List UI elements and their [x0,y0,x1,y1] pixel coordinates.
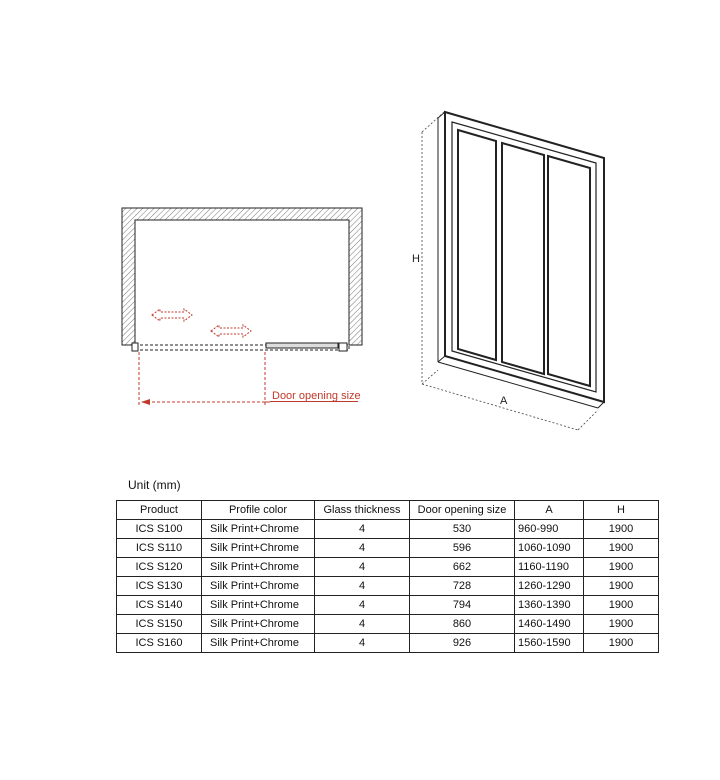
table-row [117,615,659,634]
cell-glass-thickness: 4 [315,615,410,634]
unit-label: Unit (mm) [128,478,181,492]
cell-profile-color: Silk Print+Chrome [202,634,315,653]
cell-product: ICS S130 [117,577,202,596]
table-row [117,558,659,577]
cell-glass-thickness: 4 [315,558,410,577]
cell-h: 1900 [584,558,659,577]
table-row [117,577,659,596]
cell-door-opening-size: 662 [410,558,515,577]
cell-door-opening-size: 860 [410,615,515,634]
cell-glass-thickness: 4 [315,577,410,596]
frame-depth [598,402,604,408]
header-a: A [515,501,584,520]
cell-a: 1160-1190 [515,558,584,577]
table-row [117,520,659,539]
cell-a: 1360-1390 [515,596,584,615]
cell-h: 1900 [584,634,659,653]
cell-a: 1560-1590 [515,634,584,653]
cell-a: 1460-1490 [515,615,584,634]
cell-product: ICS S110 [117,539,202,558]
door-panel [458,130,496,360]
cell-profile-color: Silk Print+Chrome [202,558,315,577]
door-panel [548,156,590,386]
cell-door-opening-size: 596 [410,539,515,558]
cell-product: ICS S140 [117,596,202,615]
cell-h: 1900 [584,615,659,634]
height-dimension [422,112,444,384]
cell-door-opening-size: 926 [410,634,515,653]
header-product: Product [117,501,202,520]
cell-glass-thickness: 4 [315,539,410,558]
cell-profile-color: Silk Print+Chrome [202,520,315,539]
frame-depth [438,112,445,118]
door-panel [502,143,544,374]
header-door-opening-size: Door opening size [410,501,515,520]
cell-product: ICS S160 [117,634,202,653]
cell-a: 960-990 [515,520,584,539]
cell-h: 1900 [584,577,659,596]
cell-glass-thickness: 4 [315,634,410,653]
cell-product: ICS S120 [117,558,202,577]
table-header-row [117,501,659,520]
cell-profile-color: Silk Print+Chrome [202,539,315,558]
table-row [117,539,659,558]
spec-table [116,500,659,653]
cell-door-opening-size: 530 [410,520,515,539]
cell-h: 1900 [584,520,659,539]
cell-product: ICS S150 [117,615,202,634]
width-label: A [500,395,508,407]
header-glass-thickness: Glass thickness [315,501,410,520]
cell-h: 1900 [584,539,659,558]
cell-profile-color: Silk Print+Chrome [202,596,315,615]
cell-profile-color: Silk Print+Chrome [202,577,315,596]
door-opening-label: Door opening size [272,390,361,402]
cell-glass-thickness: 4 [315,596,410,615]
cell-glass-thickness: 4 [315,520,410,539]
cell-profile-color: Silk Print+Chrome [202,615,315,634]
header-h: H [584,501,659,520]
cell-a: 1060-1090 [515,539,584,558]
header-profile-color: Profile color [202,501,315,520]
cell-a: 1260-1290 [515,577,584,596]
frame-depth [438,362,598,408]
table-row [117,596,659,615]
outer-frame [445,112,604,402]
cell-door-opening-size: 728 [410,577,515,596]
frame-depth [438,356,445,362]
inner-frame [452,122,596,392]
table-row [117,634,659,653]
width-dimension [422,384,598,430]
cell-h: 1900 [584,596,659,615]
height-label: H [412,253,420,265]
cell-product: ICS S100 [117,520,202,539]
cell-door-opening-size: 794 [410,596,515,615]
